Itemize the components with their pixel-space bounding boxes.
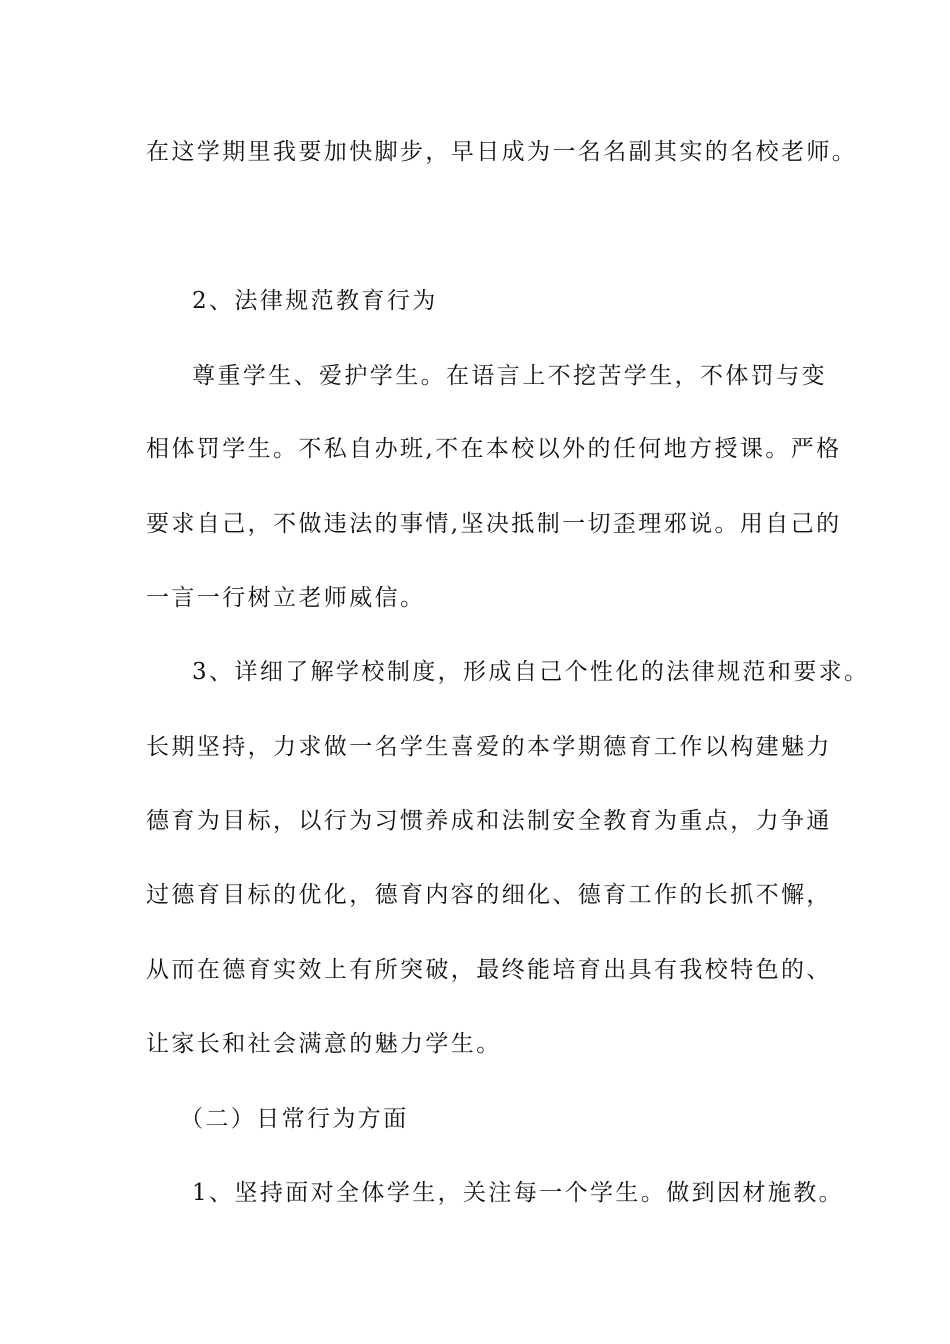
text-line: 相体罚学生。不私自办班,不在本校以外的任何地方授课。严格: [146, 436, 842, 462]
text-line: 1、坚持面对全体学生，关注每一个学生。做到因材施教。: [192, 1180, 845, 1206]
text-line: 从而在德育实效上有所突破，最终能培育出具有我校特色的、: [146, 957, 832, 983]
text-line: 德育为目标，以行为习惯养成和法制安全教育为重点，力争通: [146, 808, 832, 834]
text-line: 长期坚持，力求做一名学生喜爱的本学期德育工作以构建魅力: [146, 734, 832, 760]
section-heading: （二）日常行为方面: [180, 1106, 409, 1132]
text-line: 一言一行树立老师威信。: [146, 585, 426, 611]
text-line: 过德育目标的优化，德育内容的细化、德育工作的长抓不懈，: [146, 882, 832, 908]
text-line: 尊重学生、爱护学生。在语言上不挖苦学生，不体罚与变: [192, 363, 827, 389]
text-line: 要求自己，不做违法的事情,坚决抵制一切歪理邪说。用自己的: [146, 511, 842, 537]
text-line: 3、详细了解学校制度，形成自己个性化的法律规范和要求。: [192, 659, 870, 685]
text-line: 让家长和社会满意的魅力学生。: [146, 1031, 502, 1057]
section-heading: 2、法律规范教育行为: [192, 288, 438, 314]
text-line: 在这学期里我要加快脚步，早日成为一名名副其实的名校老师。: [146, 139, 858, 165]
